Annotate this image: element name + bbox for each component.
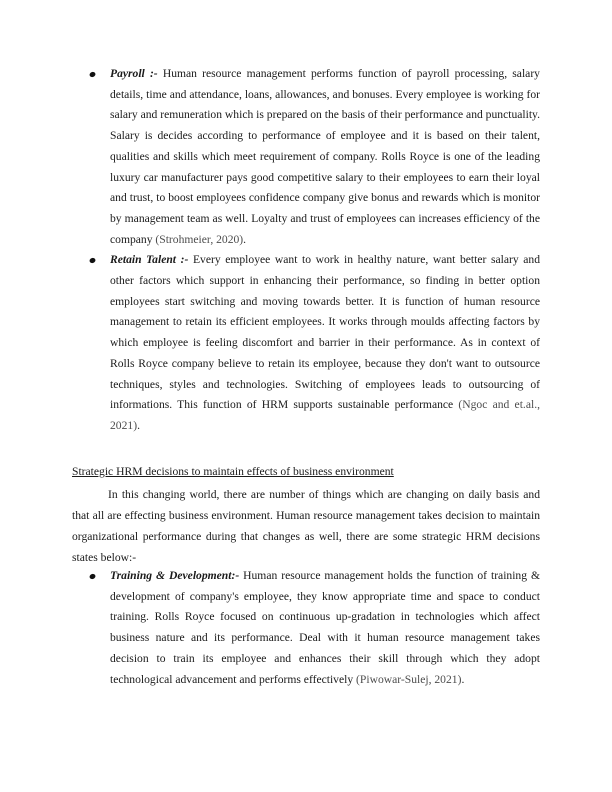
item-title: Training & Development:-	[110, 569, 240, 582]
item-text: Every employee want to work in healthy nature, want better salary and other factors which support in enhancing their performance, so finding in better option employees start switching and moving towards better. It is function of human resource management to retain its efficient employees. It works through moulds affecting factors by which employee is feeling discomfort and barrier in their performance. As in context of Rolls Royce company believe to retain its employee, because they don't want to outsource techniques, styles and technologies. Switching of employees leads to outsourcing of informations. This function of HRM supports sustainable performance	[110, 253, 540, 412]
hrm-functions-list	[72, 64, 540, 437]
item-end: .	[461, 672, 465, 686]
bullet-icon	[89, 573, 96, 580]
list-item-training-development	[72, 566, 540, 690]
citation: (Ngoc and et.al., 2021)	[110, 398, 540, 432]
section-heading: Strategic HRM decisions to maintain effects of business environment	[72, 465, 394, 478]
citation: (Piwowar-Sulej, 2021)	[356, 672, 462, 686]
intro-paragraph: In this changing world, there are number of things which are changing on daily basis and that all are effecting business environment. Human resource management takes decision to maintain organizational performance during that changes as well, there are some strategic HRM decisions states below:-	[72, 488, 540, 564]
item-text: Human resource management performs function of payroll processing, salary details, time and attendance, loans, allowances, and bonuses. Every employee is working for salary and remuneration which is prepared on the basis of their performance and punctuality. Salary is decides according to performance of employee and it is based on their talent, qualities and skills which meet requirement of company. Rolls Royce is one of the leading luxury car manufacturer pays good competitive salary to their employees to earn their loyal and trust, to boost employees confidence company give bonus and rewards which is monitor by management team as well. Loyalty and trust of employees can increases efficiency of the company	[110, 67, 540, 246]
item-end: .	[137, 418, 140, 432]
item-end: .	[243, 232, 247, 246]
item-title: Retain Talent :-	[110, 253, 189, 267]
bullet-icon	[89, 257, 96, 264]
citation: (Strohmeier, 2020)	[155, 232, 244, 246]
bullet-icon	[89, 71, 96, 78]
list-item-retain-talent	[72, 250, 540, 436]
strategic-decisions-list	[72, 566, 540, 690]
list-item-payroll	[72, 64, 540, 250]
item-text: Human resource management holds the function of training & development of company's employee, they know appropriate time and space to conduct training. Rolls Royce focused on continuous up-gradation in technologies which affect business nature and its performance. Deal with it human resource management takes decision to train its employee and enhances their skill through which they adopt technological advancement and performs effectively	[110, 569, 540, 686]
item-title: Payroll :-	[110, 67, 158, 80]
